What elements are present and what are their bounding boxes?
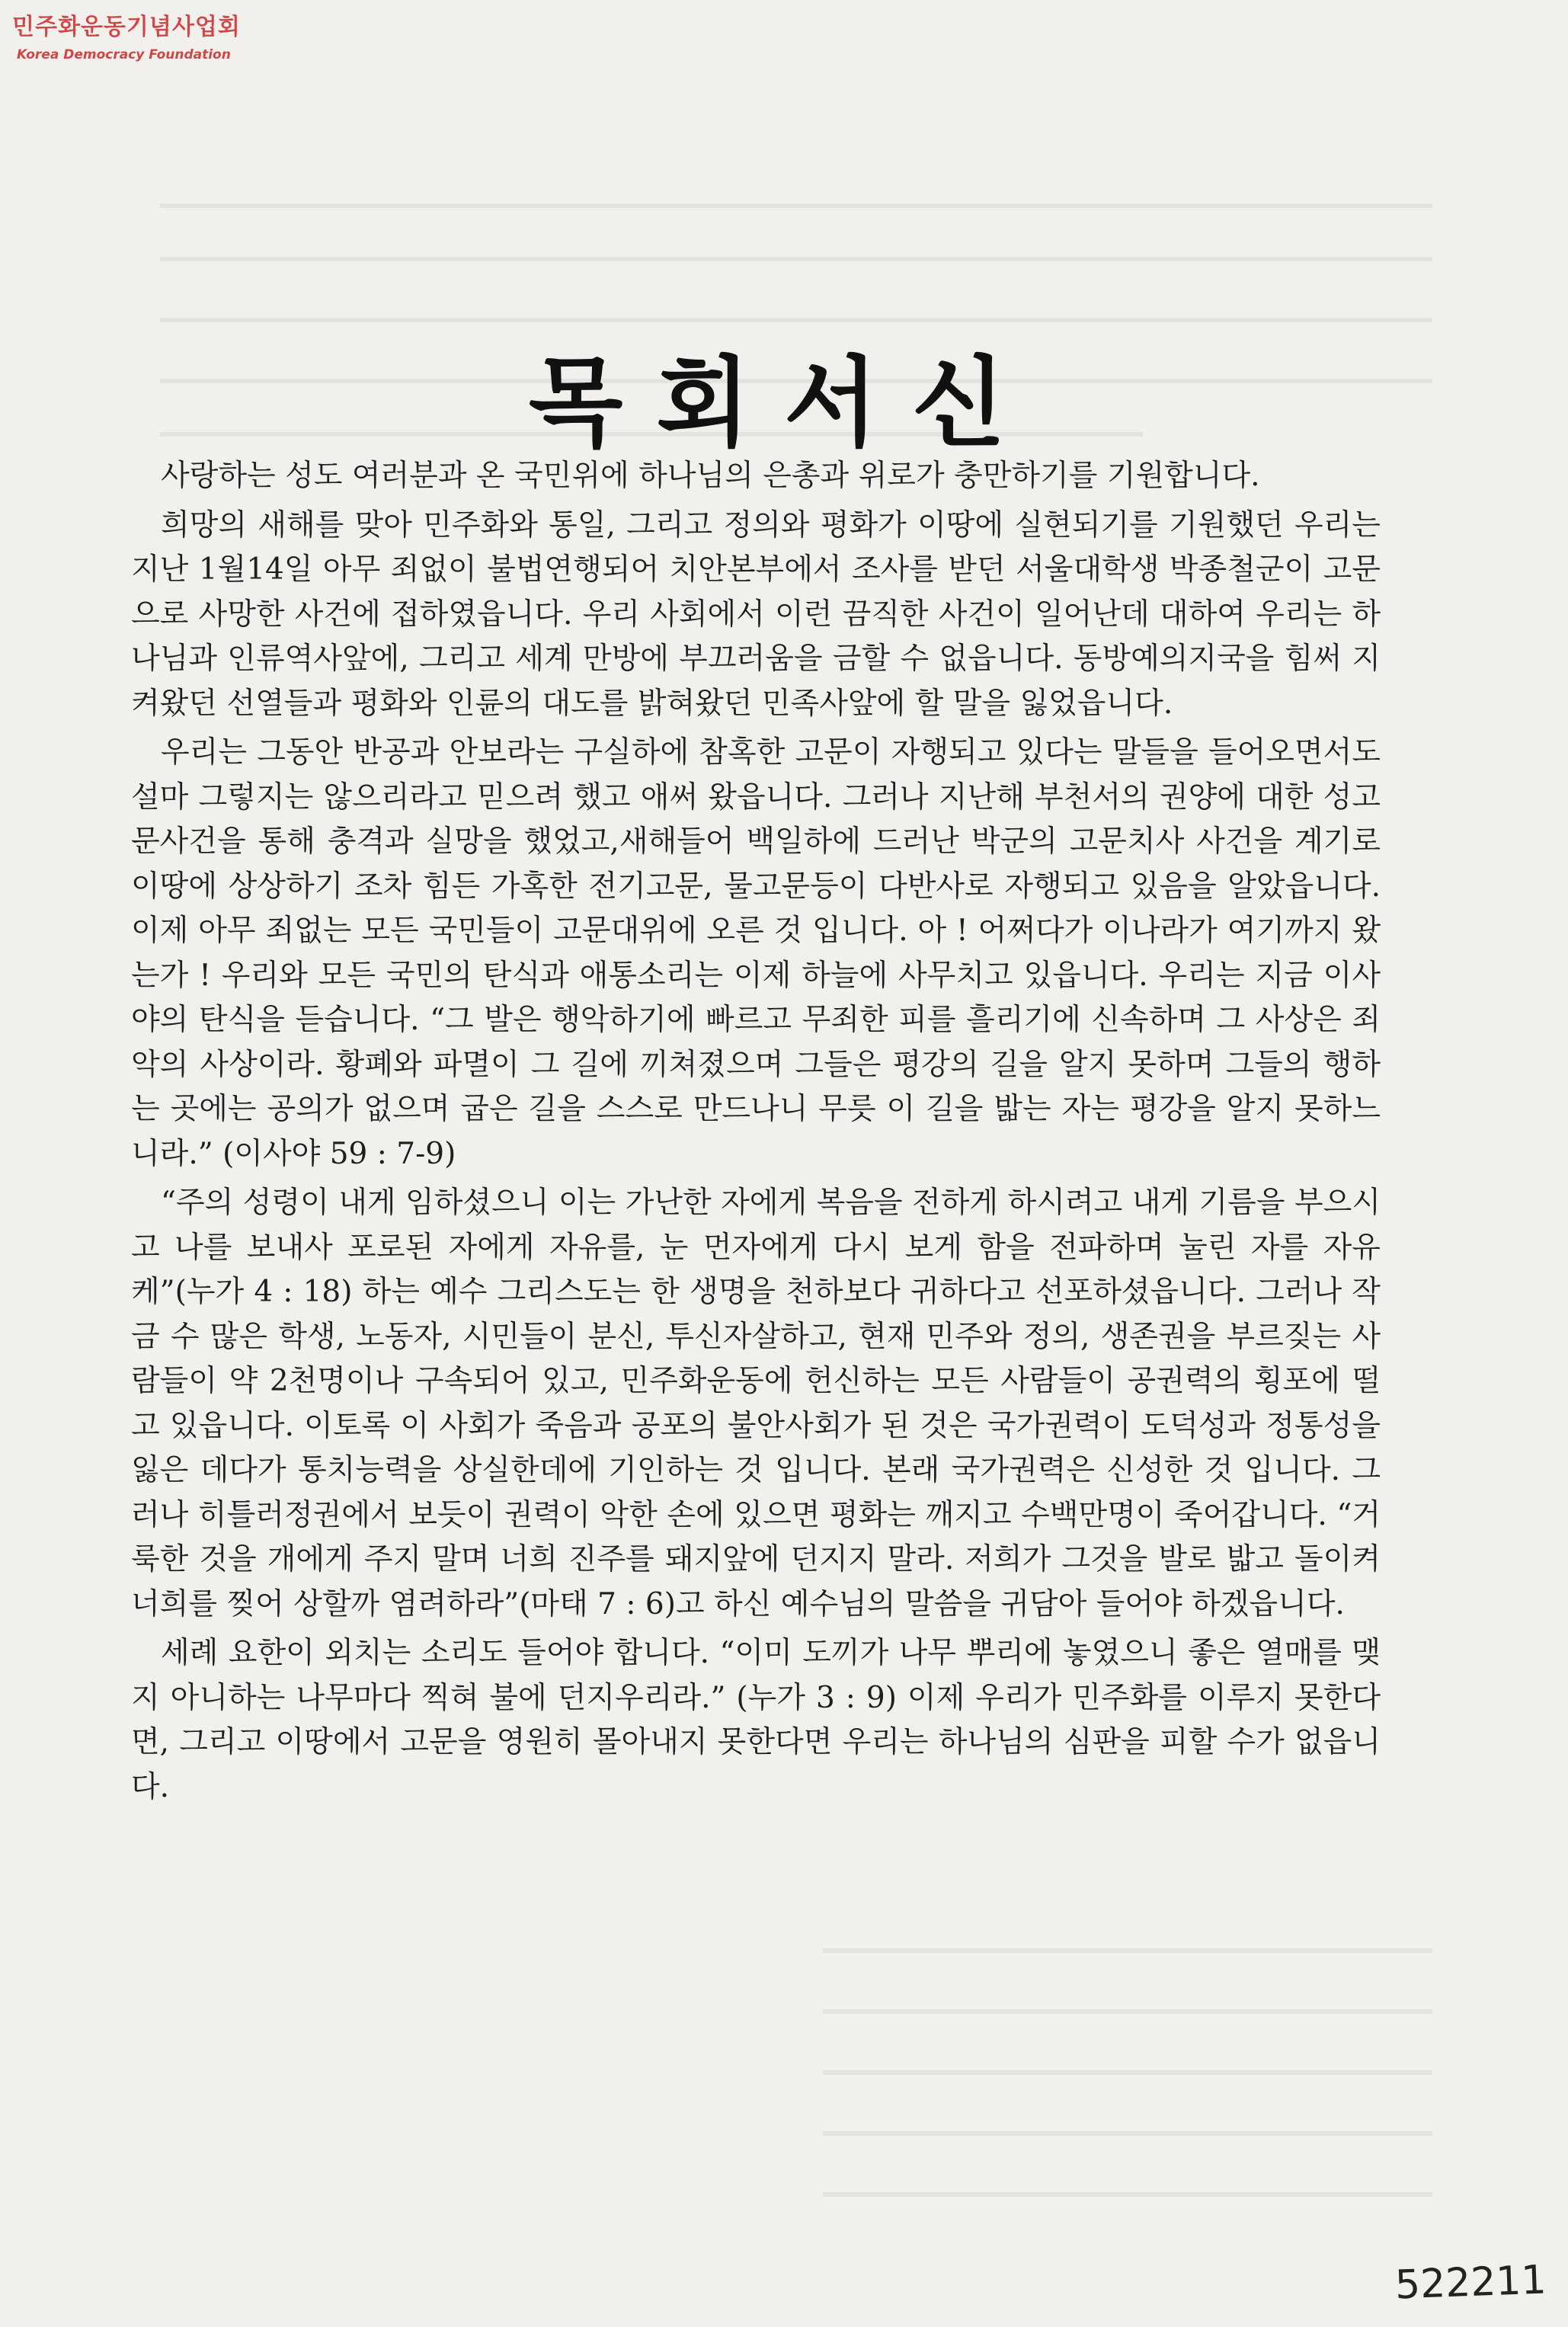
letter-body [131,454,1381,1814]
watermark-subtitle: Korea Democracy Foundation [17,47,231,62]
paragraph-john-baptist: 세례 요한이 외치는 소리도 들어야 합니다. “이미 도끼가 나무 뿌리에 놓였으니 좋은 열매를 맺지 아니하는 나무마다 찍혀 불에 던지우리라.” (누가 3 : 9) 이제 우리가 민주화를 이루지 못한다면, 그리고 이땅에서 고문을 영원히 몰아내지 못한다면 우리는 하나님의 심판을 피할 수가 없읍니다. [131,1636,1381,1804]
paragraph-incident: 희망의 새해를 맞아 민주화와 통일, 그리고 정의와 평화가 이땅에 실현되기를 기원했던 우리는 지난 1월14일 아무 죄없이 불법연행되어 치안본부에서 조사를 받던 서울대학생 박종철군이 고문으로 사망한 사건에 접하였읍니다. 우리 사회에서 이런 끔직한 사건이 일어난데 대하여 우리는 하나님과 인류역사앞에, 그리고 세계 만방에 부끄러움을 금할 수 없읍니다. 동방예의지국을 힘써 지켜왔던 선열들과 평화와 인륜의 대도를 밝혀왔던 민족사앞에 할 말을 잃었읍니다. [131,507,1381,721]
page-title: 목회서신 [528,346,1040,460]
watermark-logo: 민주화운동기념사업회 [12,14,241,40]
paragraph-torture: 우리는 그동안 반공과 안보라는 구실하에 참혹한 고문이 자행되고 있다는 말들을 들어오면서도 설마 그렇지는 않으리라고 믿으려 했고 애써 왔읍니다. 그러나 지난해 부천서의 권양에 대한 성고문사건을 통해 충격과 실망을 했었고,새해들어 백일하에 드러난 박군의 고문치사 사건을 계기로 이땅에 상상하기 조차 힘든 가혹한 전기고문, 물고문등이 다반사로 자행되고 있음을 알았읍니다. 이제 아무 죄없는 모든 국민들이 고문대위에 오른 것 입니다. 아 ! 어쩌다가 이나라가 여기까지 왔는가 ! 우리와 모든 국민의 탄식과 애통소리는 이제 하늘에 사무치고 있읍니다. 우리는 지금 이사야의 탄식을 듣습니다. “그 발은 행악하기에 빠르고 무죄한 피를 흘리기에 신속하며 그 사상은 죄악의 사상이라. 황폐와 파멸이 그 길에 끼쳐졌으며 그들은 평강의 길을 알지 못하며 그들의 행하는 곳에는 공의가 없으며 굽은 길을 스스로 만드나니 무릇 이 길을 밟는 자는 평강을 알지 못하느니라.” (이사야 59 : 7-9) [131,735,1381,1171]
paragraph-scripture-luke: “주의 성령이 내게 임하셨으니 이는 가난한 자에게 복음을 전하게 하시려고 내게 기름을 부으시고 나를 보내사 포로된 자에게 자유를, 눈 먼자에게 다시 보게 함을 전파하며 눌린 자를 자유케”(누가 4 : 18) 하는 예수 그리스도는 한 생명을 천하보다 귀하다고 선포하셨읍니다. 그러나 작금 수 많은 학생, 노동자, 시민들이 분신, 투신자살하고, 현재 민주와 정의, 생존권을 부르짖는 사람들이 약 2천명이나 구속되어 있고, 민주화운동에 헌신하는 모든 사람들이 공권력의 횡포에 떨고 있읍니다. 이토록 이 사회가 죽음과 공포의 불안사회가 된 것은 국가권력이 도덕성과 정통성을 잃은 데다가 통치능력을 상실한데에 기인하는 것 입니다. 본래 국가권력은 신성한 것 입니다. 그러나 히틀러정권에서 보듯이 권력이 악한 손에 있으면 평화는 깨지고 수백만명이 죽어갑니다. “거룩한 것을 개에게 주지 말며 너희 진주를 돼지앞에 던지지 말라. 저희가 그것을 발로 밟고 돌이켜 너희를 찢어 상할까 염려하라”(마태 7 : 6)고 하신 예수님의 말씀을 귀담아 들어야 하겠읍니다. [131,1186,1381,1621]
handwritten-archive-number: 522211 [1394,2257,1547,2309]
paragraph-greeting: 사랑하는 성도 여러분과 온 국민위에 하나님의 은총과 위로가 충만하기를 기원합니다. [161,459,1260,493]
